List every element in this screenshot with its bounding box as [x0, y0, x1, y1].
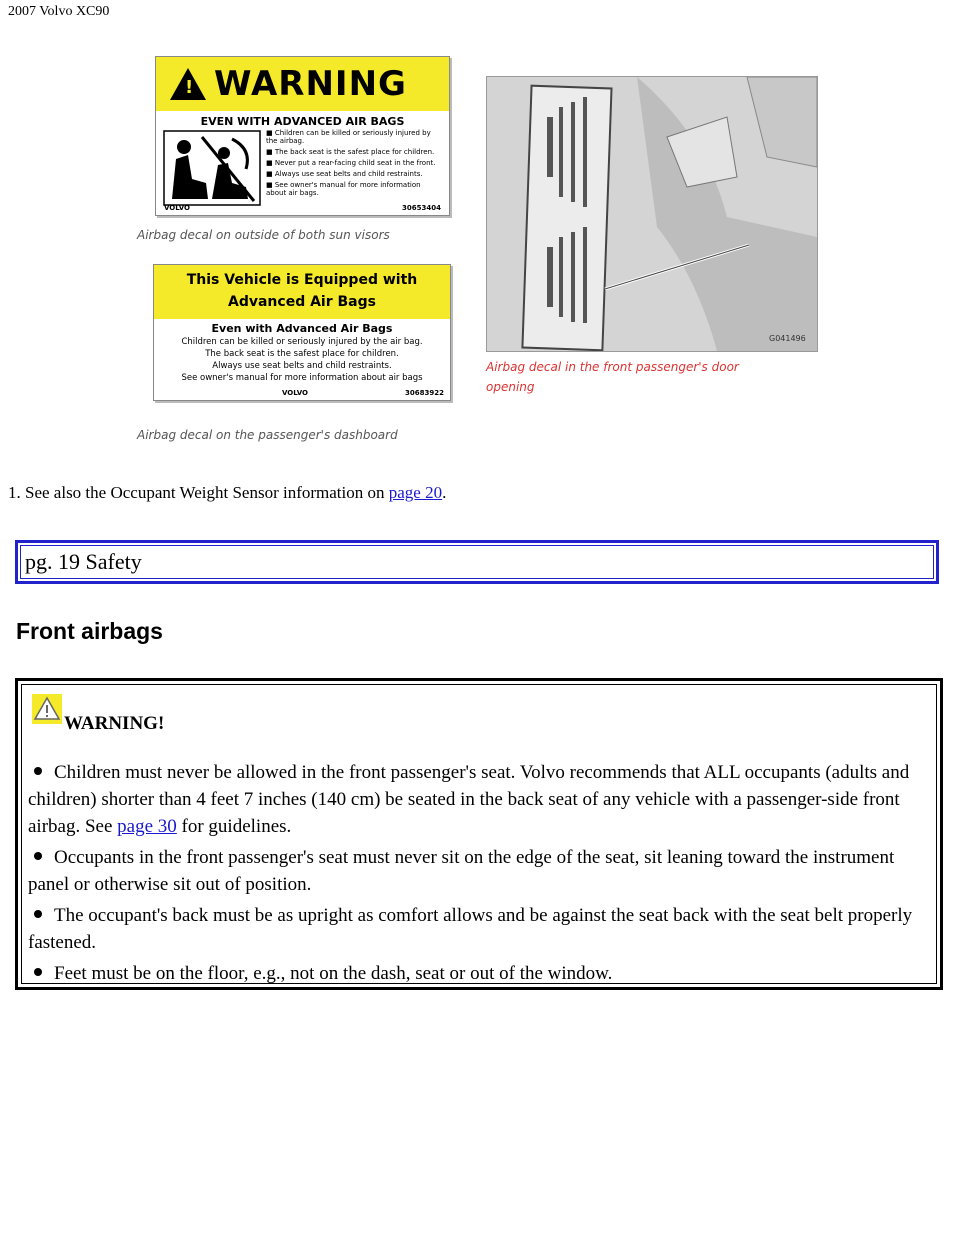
- page-bar-label: pg. 19 Safety: [20, 545, 934, 579]
- decal-bullet-list: [266, 129, 442, 200]
- door-opening-drawing-icon: [487, 77, 817, 351]
- warning-item: [28, 902, 928, 956]
- decal-line: The back seat is the safest place for children.: [205, 349, 399, 359]
- page-20-link[interactable]: page 20: [388, 483, 443, 502]
- decal-subtitle: EVEN WITH ADVANCED AIR BAGS: [200, 115, 405, 128]
- caption-dashboard: Airbag decal on the passenger's dashboard: [137, 428, 398, 442]
- page-bar: [15, 540, 939, 584]
- sun-visor-decal: [155, 56, 450, 216]
- footnote-text: 1. See also the Occupant Weight Sensor information on: [8, 483, 389, 502]
- warning-item: [28, 759, 928, 840]
- footnote-end: .: [442, 483, 447, 502]
- document-header: 2007 Volvo XC90: [8, 4, 110, 19]
- decal-brand: VOLVO: [282, 389, 308, 397]
- airbag-decal-figure: [0, 50, 960, 460]
- caption-sun-visor: Airbag decal on outside of both sun visors: [137, 228, 390, 242]
- warning-text: Occupants in the front passenger's seat must never sit on the edge of the seat, sit leaning toward the instrument panel or otherwise sit out of position.: [28, 847, 895, 895]
- warning-text: for guidelines.: [176, 816, 292, 837]
- decal-bullet: ■ The back seat is the safest place for children.: [266, 148, 442, 156]
- warning-text: Feet must be on the floor, e.g., not on the dash, seat or out of the window.: [54, 963, 613, 984]
- heading-line: Advanced Air Bags: [228, 294, 376, 310]
- decal-bullet: ■ See owner's manual for more information about air bags.: [266, 181, 442, 197]
- warning-item: [28, 960, 928, 987]
- decal-brand: VOLVO: [164, 204, 190, 212]
- warning-icon: [32, 694, 62, 724]
- decal-bullet: ■ Always use seat belts and child restraints.: [266, 170, 442, 178]
- decal-line: See owner's manual for more information about air bags: [181, 373, 423, 383]
- caption-door-line1: Airbag decal in the front passenger's door: [486, 360, 739, 374]
- bullet-icon: [34, 852, 42, 860]
- section-title: Front airbags: [16, 618, 163, 644]
- page-30-link[interactable]: page 30: [117, 816, 177, 837]
- dashboard-decal: [153, 264, 451, 401]
- footnote: [8, 483, 446, 503]
- decal-bullet: ■ Never put a rear-facing child seat in the front.: [266, 159, 442, 167]
- warning-text: Children must never be allowed in the front passenger's seat. Volvo recommends that ALL occupants (adults and children) shorter than 4 feet 7 inches (140 cm) be seated in the back seat of any vehicle with a passenger-side front airbag. See: [28, 762, 910, 837]
- decal-line: Children can be killed or seriously injured by the air bag.: [181, 337, 423, 347]
- decal-part-number: 30683922: [405, 389, 444, 397]
- warning-item: [28, 844, 928, 898]
- warning-title: WARNING!: [64, 713, 165, 734]
- heading-line: This Vehicle is Equipped with: [186, 272, 418, 288]
- bullet-icon: [34, 910, 42, 918]
- dashboard-decal-body: [154, 323, 450, 384]
- warning-word: WARNING: [214, 64, 407, 104]
- image-code: G041496: [769, 334, 806, 343]
- warning-triangle-icon: !: [170, 68, 206, 100]
- warning-list: [28, 759, 928, 991]
- dashboard-decal-heading: [154, 265, 450, 319]
- decal-line: Always use seat belts and child restraints.: [212, 361, 392, 371]
- bullet-icon: [34, 968, 42, 976]
- warning-box: [15, 678, 943, 990]
- decal-sub: Even with Advanced Air Bags: [211, 322, 393, 335]
- bullet-icon: [34, 767, 42, 775]
- caption-door-line2: opening: [486, 380, 535, 394]
- child-seat-airbag-pictogram-icon: [162, 129, 262, 207]
- door-opening-illustration: [486, 76, 818, 352]
- warning-text: The occupant's back must be as upright as comfort allows and be against the seat back with the seat belt properly fastened.: [28, 905, 913, 953]
- warning-banner: [156, 57, 449, 111]
- decal-part-number: 30653404: [402, 204, 441, 212]
- warning-box-inner: [21, 684, 937, 984]
- decal-bullet: ■ Children can be killed or seriously injured by the airbag.: [266, 129, 442, 145]
